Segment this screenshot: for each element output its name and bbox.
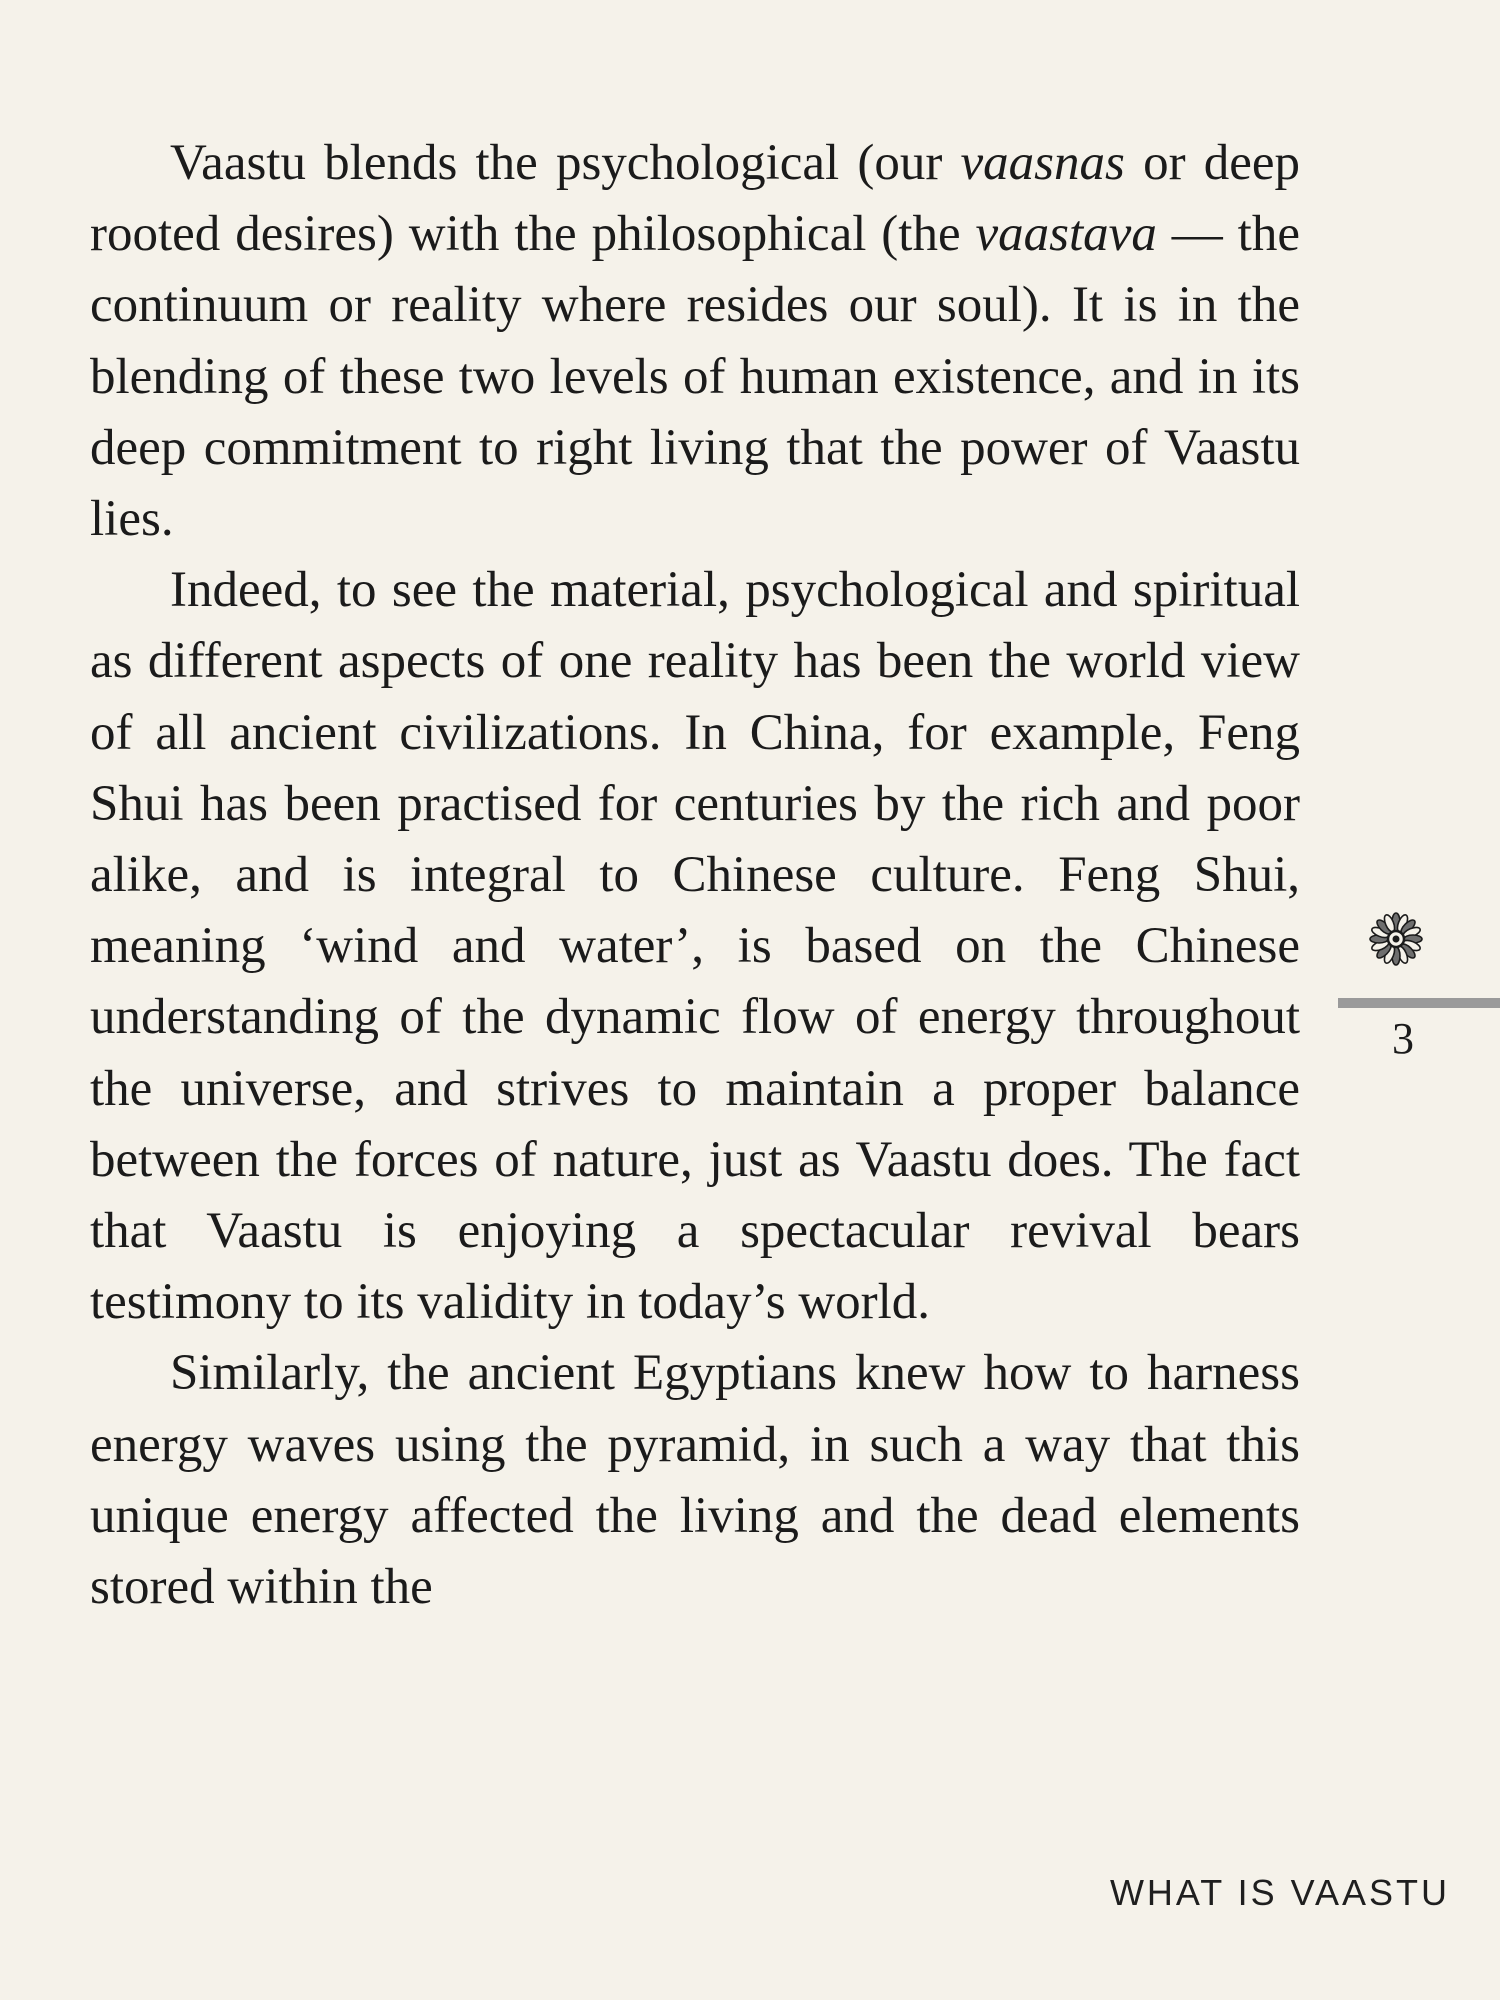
- paragraph-2: [90, 555, 1300, 1338]
- italic-term-vaasnas: vaasnas: [960, 135, 1125, 191]
- italic-term-vaastava: vaastava: [975, 206, 1157, 263]
- text-segment: — the continuum or reality where resides our soul). It is in the blending of these two levels of human existence, and in its deep commitment to right living that the power of Vaastu lies.: [90, 206, 1300, 548]
- page-number: 3: [1392, 1014, 1414, 1063]
- text-segment: or deep rooted desires) with the philosophical (the: [90, 135, 1300, 263]
- text-segment: Indeed, to see the material, psychological and spiritual as different aspects of one reality has been the world view of all ancient civilizations. In China, for example, Feng Shui has been practised for centuries by the rich and poor alike, and is integral to Chinese culture. Feng Shui, meaning ‘wind and water’, is based on the Chinese understanding of the dynamic flow of energy throughout the universe, and strives to maintain a proper balance between the forces of nature, just as Vaastu does. The fact that Vaastu is enjoying a spectacular revival bears testimony to its validity in today’s world.: [90, 562, 1300, 1331]
- text-segment: Vaastu blends the psychological (our: [170, 135, 961, 191]
- running-footer: WHAT IS VAASTU: [1109, 1872, 1450, 1913]
- page-number-rule: [1338, 998, 1500, 1008]
- paragraph-1: [90, 128, 1300, 555]
- body-text: [90, 128, 1300, 1623]
- page-marker: [1338, 900, 1500, 1060]
- paragraph-3: [90, 1338, 1300, 1623]
- text-segment: Similarly, the ancient Egyptians knew how to harness energy waves using the pyramid, in such a way that this unique energy affected the living and the dead elements stored within the: [90, 1345, 1300, 1616]
